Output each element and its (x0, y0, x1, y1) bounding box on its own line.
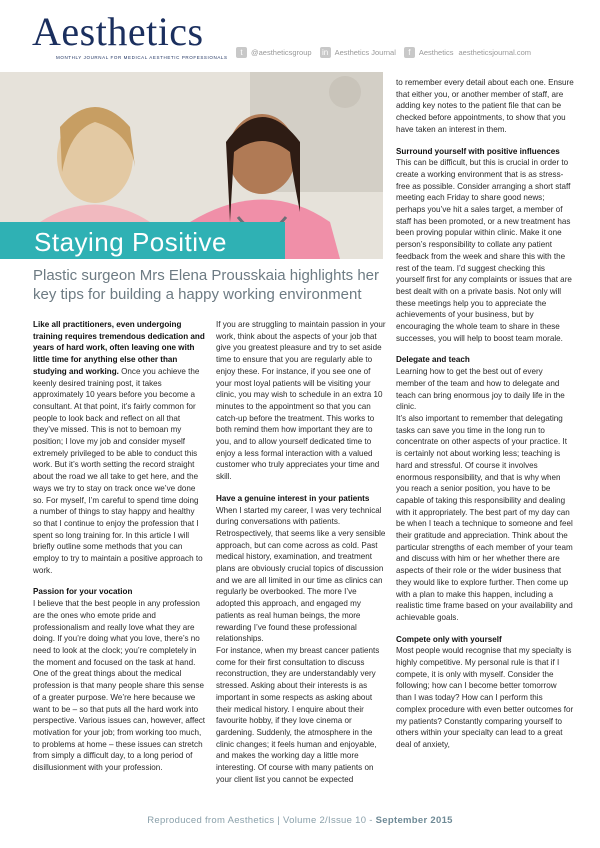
delegate-paragraph-2: It’s also important to remember that delegating tasks can save you time in the long run to concentrate on other aspects of your practice. It is certainly not about working less; teaching is hard and stressful. Of course it involves enormous responsibility, and that is why when you reach a senior position, you have to be capable of taking this responsibility and dealing with it appropriately. The best part of my day can be when I teach a technique to someone and feel their gratitude and appreciation. Think about the particular strengths of each member of your team and discuss with him or her whether there are aspects of their role or the wider business that they would like to explore further. Then come up with a plan to make this happen, including a realistic time frame based on your availability and achievable goals. (396, 413, 573, 622)
linkedin-icon[interactable]: in (320, 47, 331, 58)
heading-interest: Have a genuine interest in your patients (216, 493, 370, 503)
intro-rest: Once you achieve the keenly desired training post, it takes approximately 10 years before you become a consultant. At that point, it’s fairly common for people to look back and reflect on all that they’ve missed. This is not to bemoan my position; I love my job and consider myself extremely privileged to be able to conduct this work. But it’s worth setting the record straight about the road we all take to get here, and the ways we try to stay on track once we’ve done so. For myself, I’m careful to spend time doing a number of things to stay happy and healthy so that I continue to enjoy the profession that I spent so long training for. In this article I will briefly outline some methods that you can employ to try to maintain a positive approach to work. (33, 366, 203, 575)
heading-delegate: Delegate and teach (396, 355, 470, 365)
compete-paragraph: Most people would recognise that my specialty is highly competitive. My personal rule is that if I compete, it is only with myself. Consider the following; how can I become better tomorrow than I was today? How can I perform this complex procedure with even better outcomes for my patients? Constantly comparing yourself to others within your specialty can lead to a great deal of anxiety, (396, 646, 574, 749)
article-standfirst: Plastic surgeon Mrs Elena Prousskaia highlights her key tips for building a happy working environment (33, 267, 380, 303)
twitter-handle[interactable]: @aestheticsgroup (251, 47, 312, 57)
article-column-3 (396, 77, 574, 751)
facebook-icon[interactable]: f (404, 47, 415, 58)
interest-continued-paragraph: to remember every detail about each one. Ensure that either you, or another member of staff, are adding key notes to the patient file that can be checked before appointments, to show that you have taken an interest in them. (396, 78, 574, 134)
heading-compete: Compete only with yourself (396, 634, 502, 644)
linkedin-label[interactable]: Aesthetics Journal (334, 47, 396, 57)
passion-paragraph: I believe that the best people in any profession are the ones who emote pride and professionalism and really love what they are doing. If you’re doing what you love, there’s no need to look at the clock; you’re completely in the moment and focused on the task at hand. One of the great things about the medical profession is that many people share this sense of a greater purpose. We’re here because we want to be – so that puts all the hard work into perspective. Various issues can, however, affect motivation for your job; from working too much, to problems at home – these issues can stretch from simply a difficult day, to a long period of disillusionment with your profession. (33, 599, 206, 773)
surround-paragraph: This can be difficult, but this is crucial in order to create a working environment that is as stress-free as possible. Consider arranging a short staff meeting each Friday to share good news; perhaps you’ve hit a sales target, a member of staff has been promoted, or a new treatment has been proving popular within clinic. Make it one person’s responsibility to collate any patient feedback from the week and share this with the rest of the team. I’d suggest checking this yourself first for any complaints or issues that are best dealt with on a private basis. Not only will these meetings help you to appreciate the achievements of your business, but by encouraging the whole team to share in these successes, you will help to boost team morale. (396, 158, 572, 343)
logo-tagline: MONTHLY JOURNAL FOR MEDICAL AESTHETIC PROFESSIONALS (56, 55, 228, 60)
delegate-paragraph-1: Learning how to get the best out of every member of the team and how to delegate and teach can bring enormous joy to daily life in the clinic. (396, 367, 565, 412)
intro-bold: Like all practitioners, even undergoing training requires tremendous dedication and years of hard work, often leaving one with little time for anything else other than studying and working. (33, 320, 205, 376)
website-link[interactable]: aestheticsjournal.com (458, 47, 532, 57)
interest-paragraph-2: For instance, when my breast cancer patients come for their first consultation to discuss reconstruction, they are understandably very stressed. Asking about their interests is as important in some respects as asking about their medical history. I enquire about their favourite hobby, if they love cinema or gardening. Suddenly, the atmosphere in the clinic changes; it feels human and enjoyable, and makes the working day a little more interesting. Of course with many patients on your client list you cannot be expected (216, 645, 380, 784)
article-column-2 (216, 319, 386, 785)
article-column-1 (33, 319, 205, 774)
passion-continued-paragraph: If you are struggling to maintain passion in your work, think about the aspects of your job that give you greatest pleasure and try to set aside time to ensure that you are regularly able to enjoy these. For instance, if you see one of your most loyal patients will be visiting your clinic, you may wish to schedule in an extra 10 minutes to the appointment so that you can catch-up before the treatment. This works to both remind them how important they are to you, and to allow yourself dedicated time to enjoy a less formal interaction with a valued customer who truly appreciates your time and skill. (216, 320, 386, 482)
masthead (0, 0, 600, 70)
facebook-label[interactable]: Aesthetics (418, 47, 454, 57)
heading-passion: Passion for your vocation (33, 587, 133, 597)
interest-paragraph-1: When I started my career, I was very technical during conversations with patients. Retrospectively, that seems like a very sensible approach, but can come across as cold. Past medical history, examination, and treatment plans are obviously crucial topics of discussion and we are all limited in our time as clinics can regularly be overbooked. The more I’ve adopted this approach, and engaged my patients as real human beings, the more rewarding I’ve found these professional relationships. (216, 505, 386, 644)
article-title: Staying Positive (34, 227, 227, 257)
footer-text: Reproduced from Aesthetics | Volume 2/Issue 10 - (147, 815, 376, 826)
page-footer (0, 815, 600, 826)
intro-paragraph (33, 319, 205, 576)
social-bar (236, 45, 531, 59)
heading-surround: Surround yourself with positive influences (396, 146, 560, 156)
twitter-icon[interactable]: t (236, 47, 247, 58)
footer-date: September 2015 (375, 815, 453, 826)
aesthetics-logo[interactable]: Aesthetics (32, 9, 204, 54)
